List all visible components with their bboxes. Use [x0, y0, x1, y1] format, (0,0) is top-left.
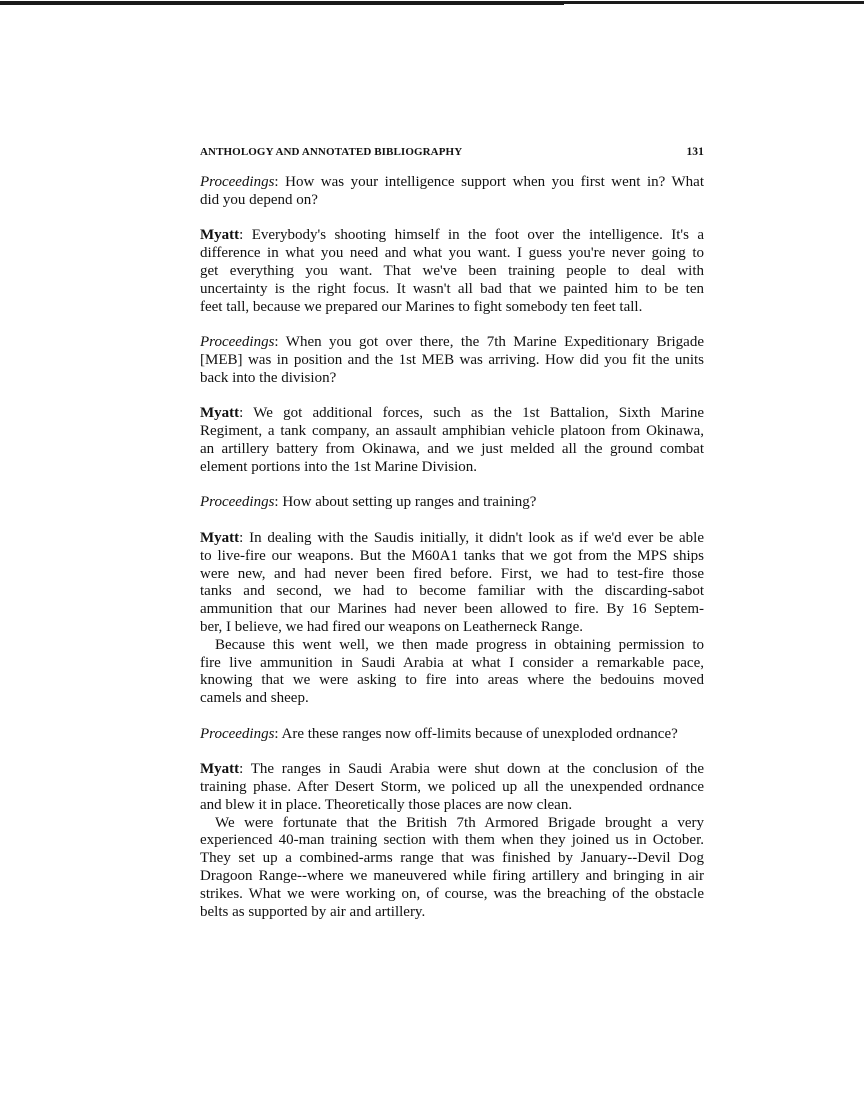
- text-line: [200, 174, 704, 192]
- speaker-name: Proceedings: [200, 494, 275, 511]
- line-text: feet tall, because we prepared our Marines to fight somebody ten feet tall.: [200, 298, 643, 315]
- text-line: [200, 619, 704, 637]
- line-text: get everything you want. That we've been training people to deal with: [200, 262, 704, 279]
- line-text: an artillery battery from Okinawa, and we just melded all the ground combat: [200, 440, 704, 457]
- text-line: [200, 797, 704, 815]
- text-line: [200, 690, 704, 708]
- interviewee-answer: [200, 405, 704, 476]
- text-line: [200, 334, 704, 352]
- text-line: [200, 886, 704, 904]
- speaker-colon: :: [274, 174, 286, 190]
- speaker-colon: :: [274, 725, 282, 742]
- text-line: [200, 637, 704, 655]
- text-line: [200, 850, 704, 868]
- interviewer-question: [200, 494, 704, 512]
- interviewer-question: [200, 174, 704, 210]
- line-text: [MEB] was in position and the 1st MEB was arriving. How did you fit the units: [200, 351, 704, 368]
- text-line: [200, 583, 704, 601]
- text-line: [200, 566, 704, 584]
- text-line: [200, 832, 704, 850]
- line-text: back into the division?: [200, 369, 337, 386]
- text-line: [200, 192, 704, 210]
- text-line: [200, 405, 704, 423]
- text-line: [200, 779, 704, 797]
- interviewee-answer: [200, 227, 704, 316]
- line-text: strikes. What we were working on, of course, was the breaching of the obstacle: [200, 885, 704, 902]
- interviewee-answer: [200, 761, 704, 921]
- text-line: [200, 423, 704, 441]
- speaker-colon: :: [274, 334, 286, 351]
- text-line: [200, 904, 704, 922]
- speaker-colon: :: [239, 227, 252, 244]
- line-text: Everybody's shooting himself in the foot over the intelligence. It's a: [251, 227, 705, 244]
- text-line: [200, 868, 704, 886]
- text-line: [200, 245, 704, 263]
- line-text: did you depend on?: [200, 191, 318, 208]
- speaker-name: Proceedings: [200, 334, 275, 351]
- line-text: belts as supported by air and artillery.: [200, 903, 426, 920]
- line-text: were new, and had never been fired before. First, we had to test-fire those: [200, 565, 704, 582]
- line-text: fire live ammunition in Saudi Arabia at what I consider a remarkable pace,: [200, 654, 704, 671]
- text-line: [200, 530, 704, 548]
- line-text: Are these ranges now off-limits because of unexploded ordnance?: [281, 725, 678, 742]
- line-text: How was your intelligence support when you first went in? What: [285, 174, 704, 190]
- line-text: experienced 40-man training section with them when they joined us in October.: [200, 832, 704, 849]
- line-text: knowing that we were asking to fire into areas where the bedouins moved: [200, 672, 704, 689]
- line-text: We got additional forces, such as the 1st Battalion, Sixth Marine: [253, 405, 704, 422]
- line-text: training phase. After Desert Storm, we policed up all the unexpended ordnance: [200, 779, 704, 796]
- speaker-name: Myatt: [200, 529, 240, 546]
- line-text: difference in what you need and what you want. I guess you're never going to: [200, 245, 704, 262]
- text-line: [200, 601, 704, 619]
- line-text: We were fortunate that the British 7th Armored Brigade brought a very: [215, 814, 704, 831]
- speaker-colon: :: [239, 761, 251, 778]
- speaker-colon: :: [239, 405, 254, 422]
- top-scan-rule: [0, 1, 864, 5]
- line-text: In dealing with the Saudis initially, it didn't look as if we'd ever be able: [249, 529, 704, 546]
- page-number: 131: [686, 146, 704, 158]
- text-line: [200, 281, 704, 299]
- text-line: [200, 655, 704, 673]
- line-text: They set up a combined-arms range that was finished by January--Devil Dog: [200, 850, 704, 867]
- speaker-name: Myatt: [200, 761, 240, 778]
- text-line: [200, 441, 704, 459]
- speaker-name: Myatt: [200, 405, 240, 422]
- line-text: uncertainty is the right focus. It wasn't all bad that we painted him to be ten: [200, 280, 704, 297]
- text-line: [200, 672, 704, 690]
- line-text: tanks and second, we had to become familiar with the discarding-sabot: [200, 583, 704, 600]
- text-line: [200, 815, 704, 833]
- line-text: When you got over there, the 7th Marine Expeditionary Brigade: [285, 334, 704, 351]
- text-line: [200, 352, 704, 370]
- running-title: ANTHOLOGY AND ANNOTATED BIBLIOGRAPHY: [200, 146, 463, 158]
- text-line: [200, 299, 704, 317]
- speaker-name: Myatt: [200, 227, 240, 244]
- line-text: ammunition that our Marines had never been allowed to fire. By 16 Septem-: [200, 601, 704, 618]
- line-text: ber, I believe, we had fired our weapons on Leatherneck Range.: [200, 618, 583, 635]
- line-text: The ranges in Saudi Arabia were shut down at the conclusion of the: [250, 761, 704, 778]
- text-line: [200, 726, 704, 744]
- line-text: How about setting up ranges and training?: [282, 494, 537, 511]
- text-line: [200, 227, 704, 245]
- speaker-name: Proceedings: [200, 174, 275, 190]
- line-text: Because this went well, we then made progress in obtaining permission to: [215, 636, 704, 653]
- text-line: [200, 761, 704, 779]
- interview-text: [200, 174, 704, 939]
- text-line: [200, 494, 704, 512]
- line-text: Dragoon Range--where we maneuvered while firing artillery and bringing in air: [200, 868, 704, 885]
- line-text: Regiment, a tank company, an assault amphibian vehicle platoon from Okinawa,: [200, 423, 704, 440]
- speaker-colon: :: [239, 529, 250, 546]
- interviewer-question: [200, 726, 704, 744]
- line-text: camels and sheep.: [200, 690, 309, 707]
- text-line: [200, 459, 704, 477]
- running-header: [200, 146, 704, 158]
- text-line: [200, 263, 704, 281]
- interviewee-answer: [200, 530, 704, 708]
- text-line: [200, 548, 704, 566]
- line-text: element portions into the 1st Marine Division.: [200, 458, 478, 475]
- line-text: to live-fire our weapons. But the M60A1 tanks that we got from the MPS ships: [200, 547, 704, 564]
- text-line: [200, 370, 704, 388]
- interviewer-question: [200, 334, 704, 387]
- speaker-colon: :: [274, 494, 283, 511]
- line-text: and blew it in place. Theoretically those places are now clean.: [200, 796, 573, 813]
- speaker-name: Proceedings: [200, 725, 275, 742]
